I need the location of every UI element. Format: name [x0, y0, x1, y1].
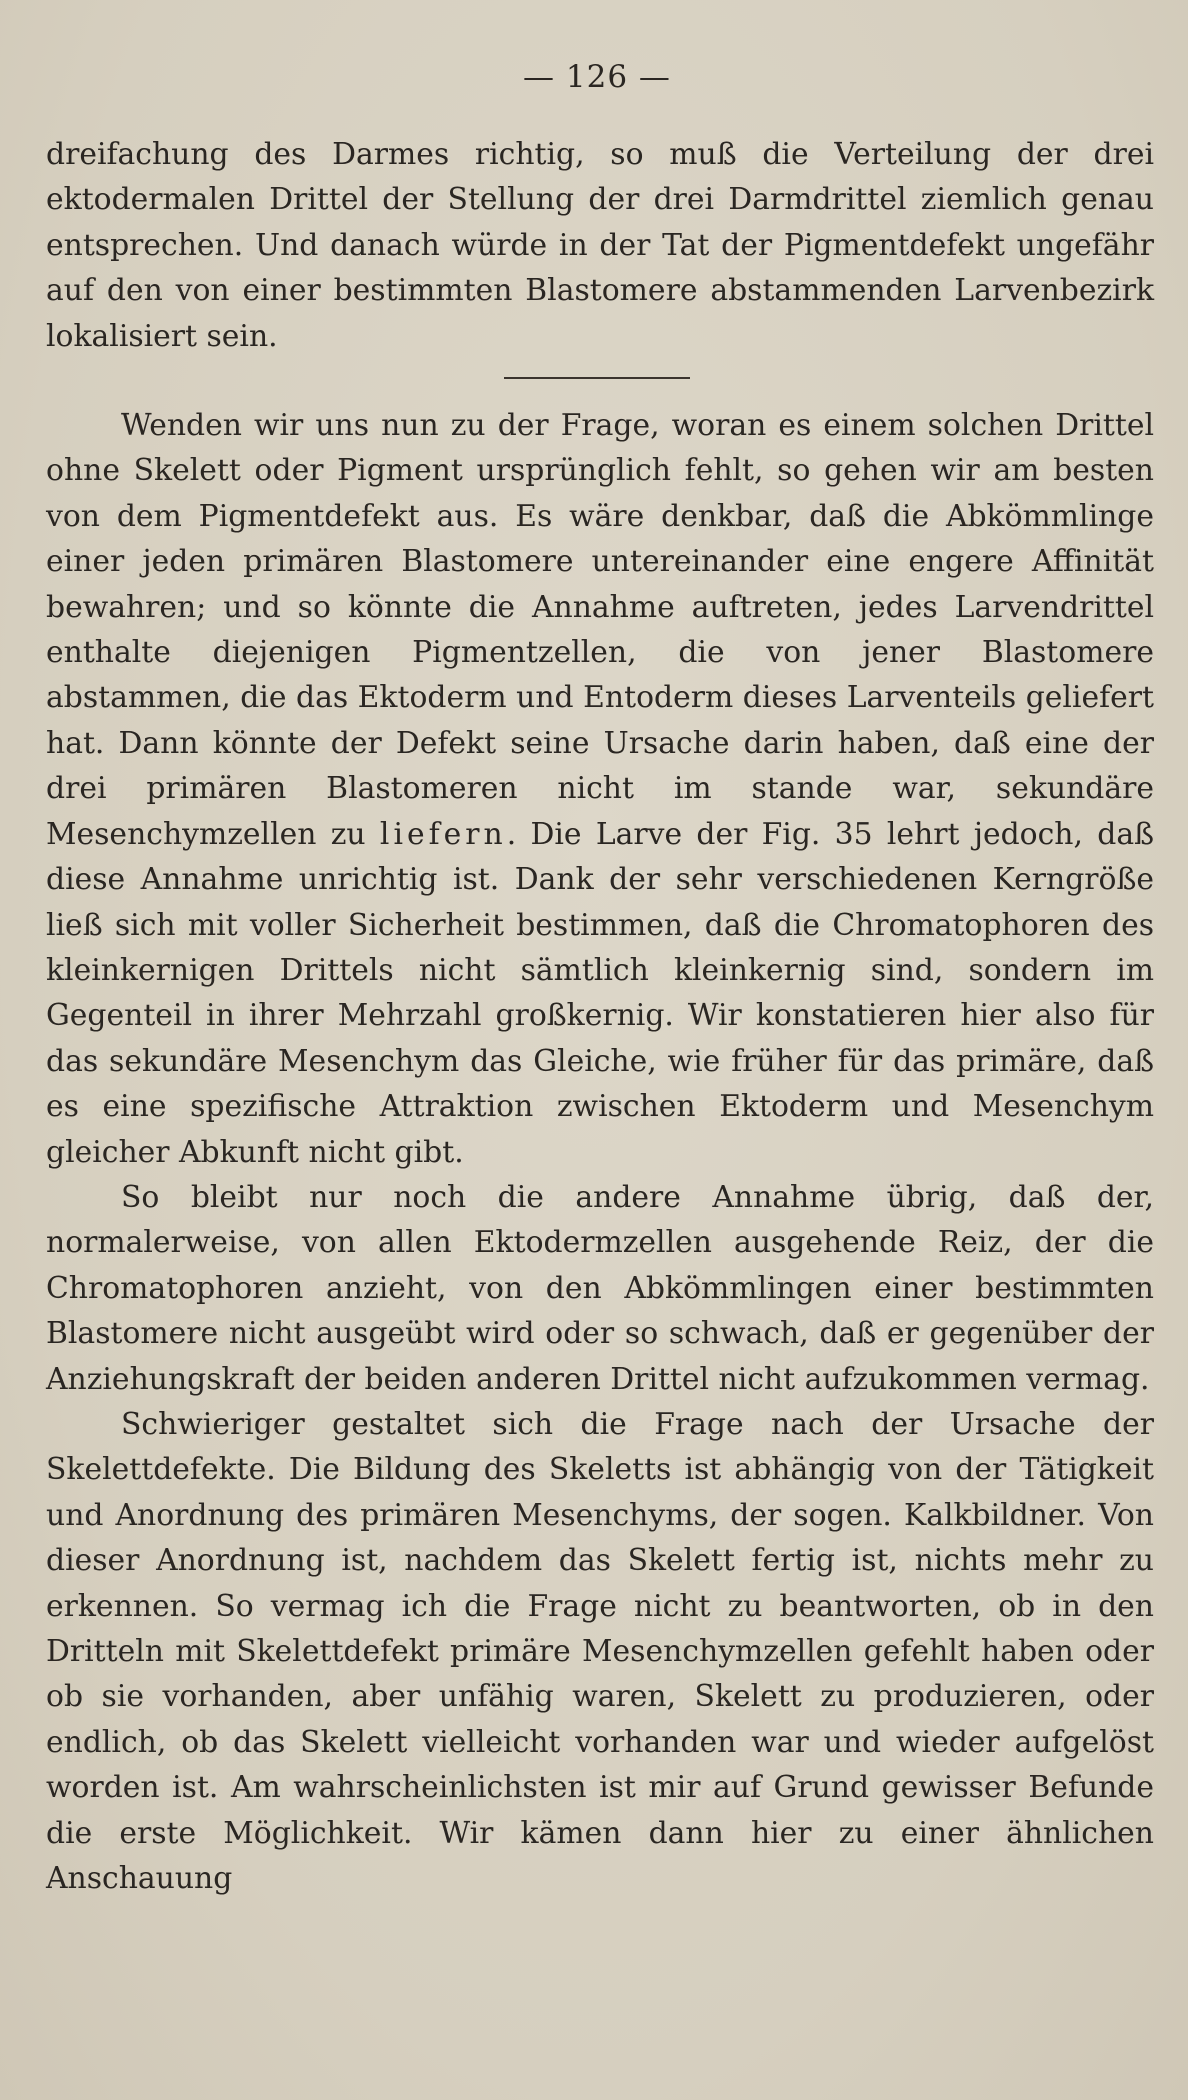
paragraph-2-emphasis: liefern — [379, 816, 507, 852]
paragraph-2 — [46, 403, 1154, 1175]
paragraph-1: dreifachung des Darmes richtig, so muß die Verteilung der drei ektodermalen Drittel der Stellung der drei Darmdrittel ziemlich genau entsprechen. Und danach würde in der Tat der Pigmentdefekt ungefähr auf den von einer bestimmten Blastomere abstammenden Larvenbezirk lokalisiert sein. — [46, 137, 1154, 354]
paragraph-4: Schwieriger gestaltet sich die Frage nach der Ursache der Skelettdefekte. Die Bildung des Skeletts ist abhängig von der Tätigkeit und Anordnung des primären Mesenchyms, der sogen. Kalkbildner. Von dieser Anordnung ist, nachdem das Skelett fertig ist, nichts mehr zu erkennen. So vermag ich die Frage nicht zu beantworten, ob in den Dritteln mit Skelettdefekt primäre Mesenchymzellen gefehlt haben oder ob sie vorhanden, aber unfähig waren, Skelett zu produzieren, oder endlich, ob das Skelett vielleicht vorhanden war und wieder aufgelöst worden ist. Am wahrscheinlichsten ist mir auf Grund gewisser Befunde die erste Möglichkeit. Wir kämen dann hier zu einer ähnlichen Anschauung — [46, 1406, 1154, 1897]
page-number-header: — 126 — — [523, 59, 671, 95]
section-divider — [504, 377, 690, 379]
paragraph-2-text-after: . Die Larve der Fig. 35 lehrt jedoch, daß diese Annahme unrichtig ist. Dank der sehr verschiedenen Kerngröße ließ sich mit voller Sicherheit bestimmen, daß die Chromatophoren des kleinkernigen Drittels nicht sämtlich kleinkernig sind, sondern im Gegenteil in ihrer Mehrzahl großkernig. Wir konstatieren hier also für das sekundäre Mesenchym das Gleiche, wie früher für das primäre, daß es eine spezifische Attraktion zwischen Ektoderm und Mesenchym gleicher Abkunft nicht gibt. — [46, 816, 1154, 1170]
paragraph-2-text-before: Wenden wir uns nun zu der Frage, woran es einem solchen Drittel ohne Skelett oder Pigment ursprünglich fehlt, so gehen wir am besten von dem Pigmentdefekt aus. Es wäre denkbar, daß die Abkömmlinge einer jeden primären Blastomere untereinander eine engere Affinität bewahren; und so könnte die Annahme auftreten, jedes Larvendrittel enthalte diejenigen Pigmentzellen, die von jener Blastomere abstammen, die das Ektoderm und Entoderm dieses Larventeils geliefert hat. Dann könnte der Defekt seine Ursache darin haben, daß eine der drei primären Blastomeren nicht im stande war, sekundäre Mesenchymzellen zu — [46, 408, 1154, 852]
paragraph-3: So bleibt nur noch die andere Annahme übrig, daß der, normalerweise, von allen Ektodermzellen ausgehende Reiz, der die Chromatophoren anzieht, von den Abkömmlingen einer bestimmten Blastomere nicht ausgeübt wird oder so schwach, daß er gegenüber der Anziehungskraft der beiden anderen Drittel nicht aufzukommen vermag. — [46, 1179, 1154, 1397]
